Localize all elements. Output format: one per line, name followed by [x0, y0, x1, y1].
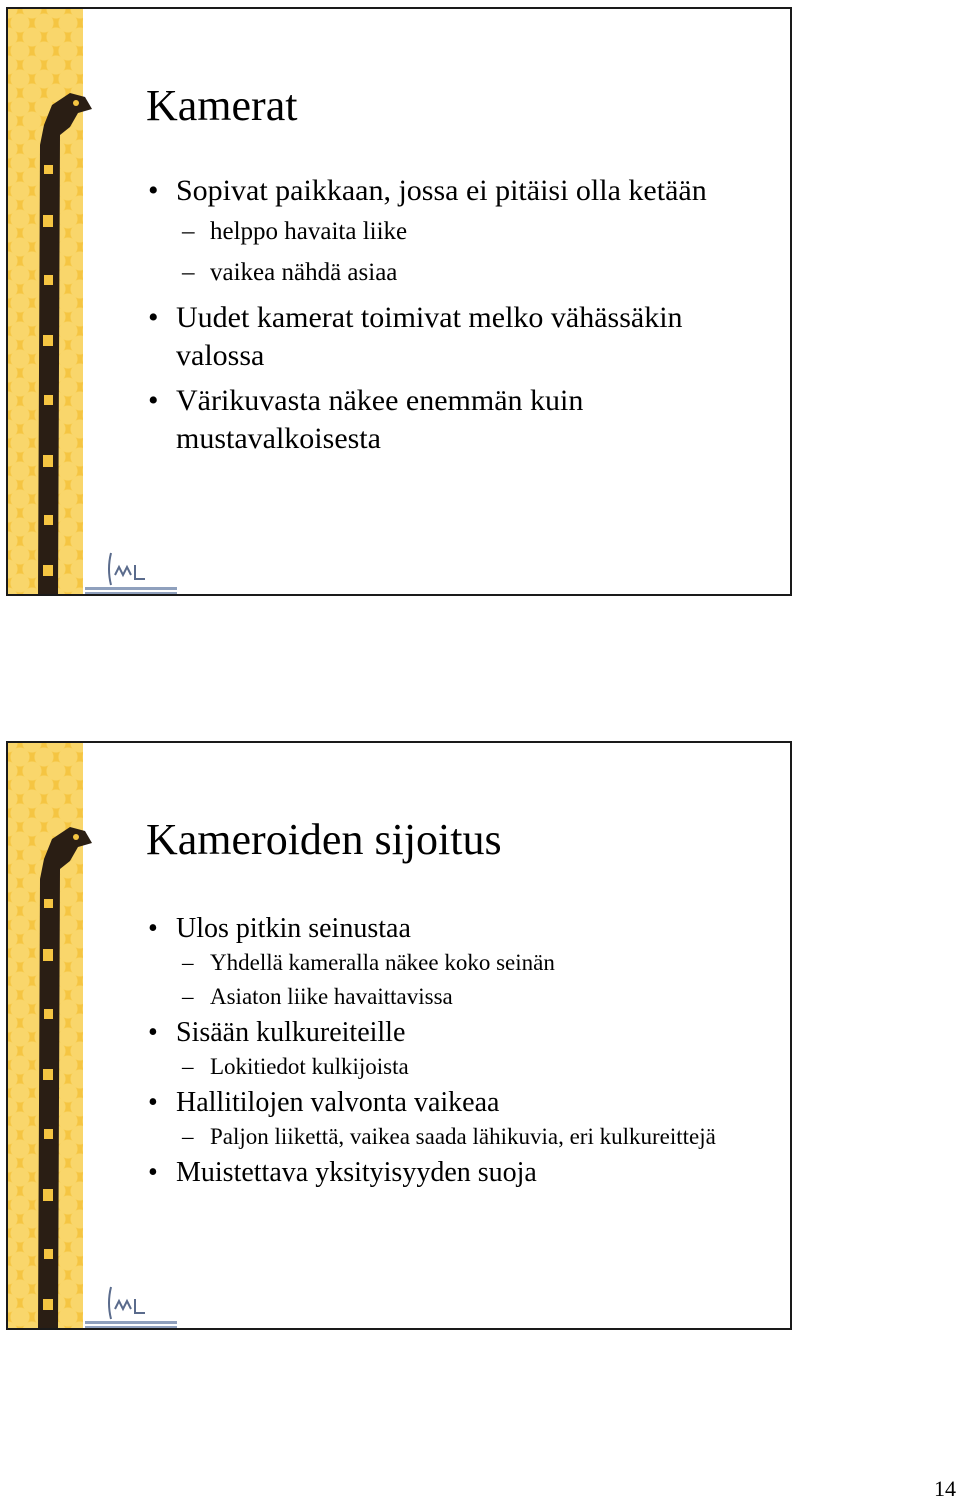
- bullet-item: • Hallitilojen valvonta vaikeaa: [146, 1086, 766, 1120]
- sub-bullet-item: – vaikea nähdä asiaa: [146, 258, 766, 288]
- giraffe-icon: [30, 809, 100, 1329]
- slide-2-content: [146, 912, 766, 1192]
- slide-1-content: [146, 172, 766, 465]
- bullet-item: • Muistettava yksityisyyden suoja: [146, 1156, 766, 1190]
- giraffe-icon: [30, 75, 100, 595]
- sub-bullet-item: – Lokitiedot kulkijoista: [146, 1052, 766, 1082]
- fml-logo-icon: [81, 549, 181, 596]
- bullet-item: • Sopivat paikkaan, jossa ei pitäisi olla ketään: [146, 172, 766, 210]
- bullet-item: • Ulos pitkin seinustaa: [146, 912, 766, 946]
- fml-logo-icon: [81, 1283, 181, 1330]
- sub-bullet-item: – helppo havaita liike: [146, 217, 766, 247]
- page-number: 14: [934, 1476, 956, 1501]
- bullet-item: • Uudet kamerat toimivat melko vähässäkin valossa: [146, 299, 766, 375]
- bullet-item: • Värikuvasta näkee enemmän kuin mustavalkoisesta: [146, 382, 766, 458]
- slide-title: Kameroiden sijoitus: [146, 815, 502, 864]
- sub-bullet-item: – Asiaton liike havaittavissa: [146, 982, 766, 1012]
- bullet-item: • Sisään kulkureiteille: [146, 1016, 766, 1050]
- sub-bullet-item: – Paljon liikettä, vaikea saada lähikuvia, eri kulkureittejä: [146, 1122, 766, 1152]
- slide-title: Kamerat: [146, 81, 298, 130]
- sub-bullet-item: – Yhdellä kameralla näkee koko seinän: [146, 948, 766, 978]
